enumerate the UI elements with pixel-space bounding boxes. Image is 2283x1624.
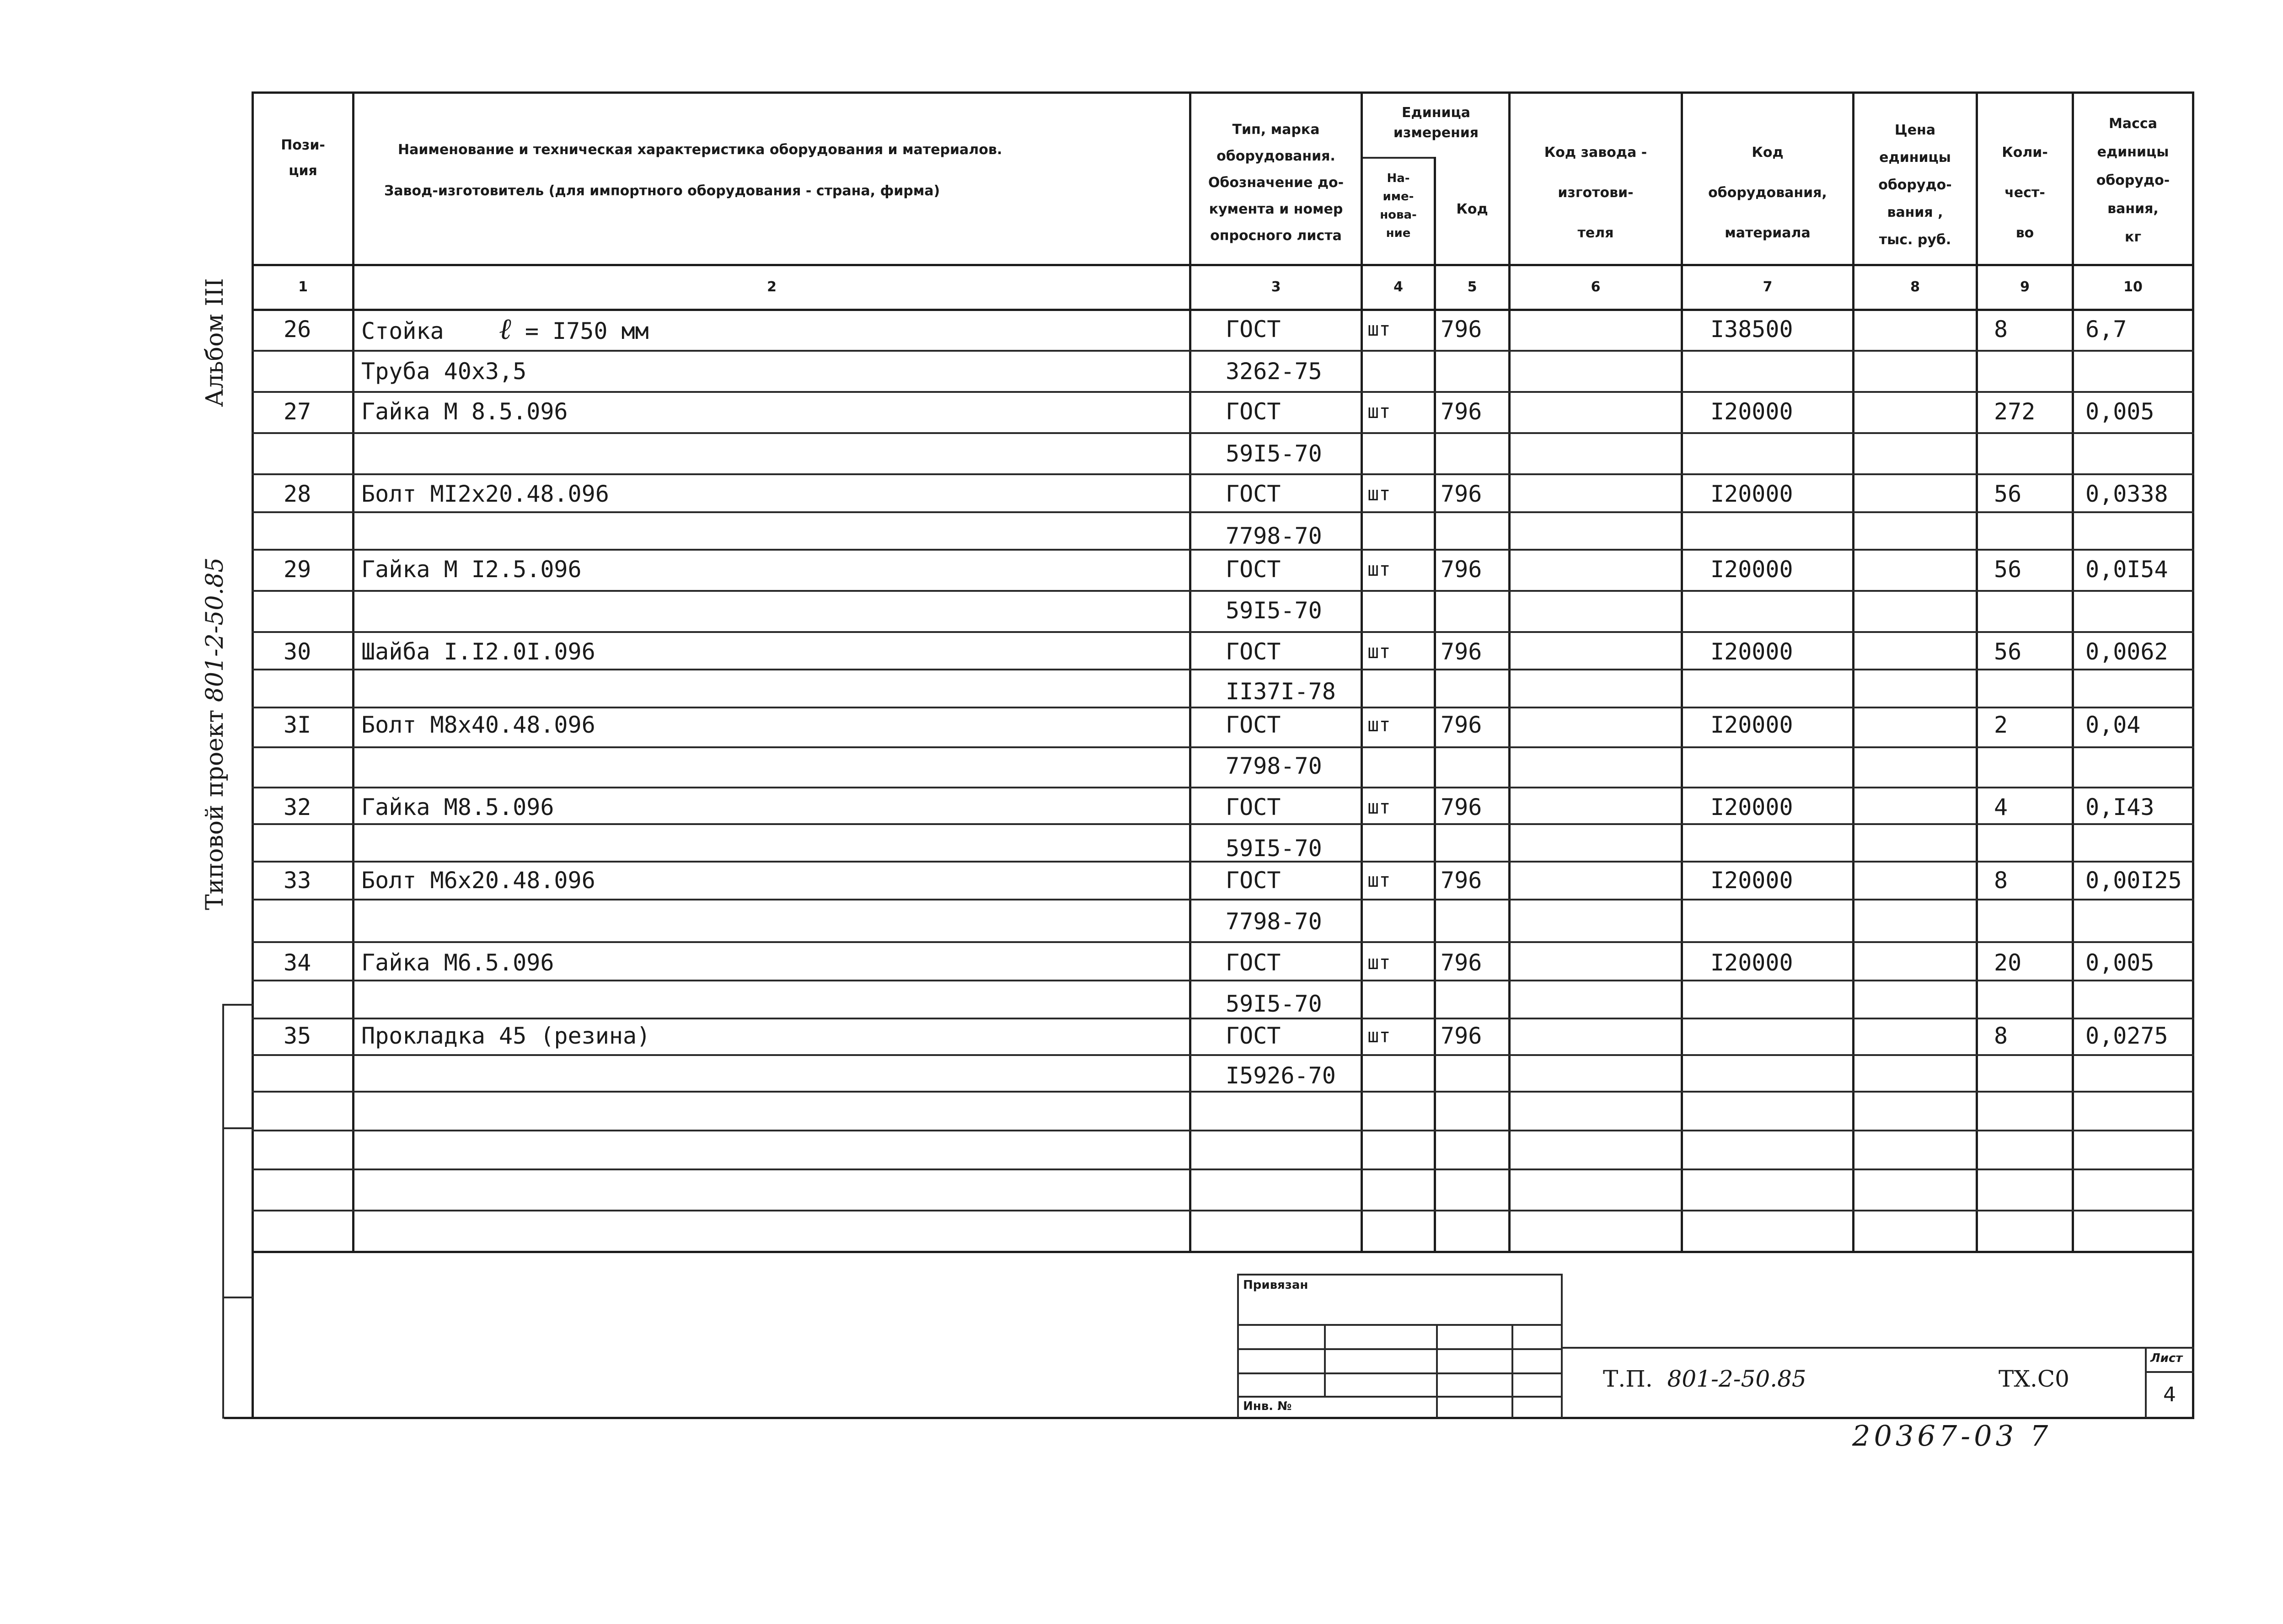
sheet-label: Лист [2150, 1351, 2183, 1365]
row-unit-code: 796 [1441, 316, 1482, 343]
col-num: 4 [1393, 279, 1403, 295]
row-qty: 20 [1994, 949, 2022, 976]
col-num: 9 [2020, 279, 2030, 295]
binding-strip [222, 1004, 224, 1419]
row-pos: 3I [284, 712, 311, 738]
archive-number: 20367-03 7 [1852, 1419, 2052, 1452]
row-unit-code: 796 [1441, 638, 1482, 665]
header-qty: Коли- чест- во [2002, 145, 2048, 241]
row-qty: 272 [1994, 398, 2036, 425]
col-num: 5 [1467, 279, 1477, 295]
row-pos: 29 [284, 556, 311, 583]
row-name: Гайка М I2.5.096 [361, 556, 582, 583]
header-pos: Пози- ция [281, 137, 325, 179]
row-doc-2: 59I5-70 [1226, 597, 1322, 624]
row-mass: 6,7 [2085, 316, 2127, 343]
row-mass: 0,0338 [2085, 481, 2168, 507]
header-type: Тип, марка оборудования. Обозначение до- кумента и номер опросного листа [1208, 122, 1344, 244]
row-equip: I20000 [1710, 712, 1793, 738]
col-num: 3 [1271, 279, 1281, 295]
row-doc-2: 59I5-70 [1226, 440, 1322, 467]
row-unit-code: 796 [1441, 949, 1482, 976]
header-price: Цена единицы оборудо- вания , тыс. руб. [1878, 122, 1952, 248]
row-doc-2: 7798-70 [1226, 753, 1322, 779]
row-doc: ГОСТ [1226, 481, 1281, 507]
frame-right [2192, 91, 2194, 1419]
table-bottom [252, 1251, 2194, 1253]
row-mass: 0,0I54 [2085, 556, 2168, 583]
row-qty: 2 [1994, 712, 2008, 738]
row-doc-2: 7798-70 [1226, 908, 1322, 935]
row-doc-2: 7798-70 [1226, 523, 1322, 549]
row-doc: ГОСТ [1226, 556, 1281, 583]
row-qty: 8 [1994, 316, 2008, 343]
project-label: Типовой проект 801-2-50.85 [201, 557, 229, 910]
header-name-line2: Завод-изготовитель (для импортного оборудования - страна, фирма) [384, 183, 940, 199]
row-name: Стойка ℓ = I750 мм [361, 312, 649, 346]
sheet-number: 4 [2163, 1383, 2176, 1406]
row-equip: I20000 [1710, 481, 1793, 507]
row-pos: 35 [284, 1023, 311, 1049]
row-unit: шт [1367, 482, 1391, 505]
row-unit: шт [1367, 951, 1391, 974]
row-unit-code: 796 [1441, 1023, 1482, 1049]
row-name: Гайка М8.5.096 [361, 794, 554, 820]
row-equip: I20000 [1710, 867, 1793, 894]
row-name: Прокладка 45 (резина) [361, 1023, 651, 1049]
unit-group-divider [1361, 157, 1434, 159]
row-name: Гайка М6.5.096 [361, 949, 554, 976]
doc-code: ТХ.С0 [1999, 1366, 2069, 1392]
row-name: Шайба I.I2.0I.096 [361, 638, 595, 665]
row-mass: 0,04 [2085, 712, 2141, 738]
row-pos: 32 [284, 794, 311, 820]
row-equip: I20000 [1710, 398, 1793, 425]
row-pos: 28 [284, 481, 311, 507]
row-qty: 56 [1994, 481, 2022, 507]
row-unit-code: 796 [1441, 867, 1482, 894]
header-mass: Масса единицы оборудо- вания, кг [2096, 116, 2170, 245]
row-equip: I38500 [1710, 316, 1793, 343]
col-num: 10 [2123, 279, 2143, 295]
inv-label: Инв. № [1243, 1399, 1292, 1413]
row-doc-2: II37I-78 [1226, 678, 1336, 705]
row-equip: I20000 [1710, 638, 1793, 665]
tp-number: Т.П. 801-2-50.85 [1603, 1366, 1806, 1392]
row-equip: I20000 [1710, 794, 1793, 820]
col-num: 6 [1591, 279, 1601, 295]
frame-left [252, 91, 254, 1419]
row-unit-code: 796 [1441, 712, 1482, 738]
row-pos: 27 [284, 398, 311, 425]
row-doc: ГОСТ [1226, 316, 1281, 343]
row-doc: ГОСТ [1226, 712, 1281, 738]
header-unit-code: Код [1456, 201, 1488, 217]
row-name: Болт М6х20.48.096 [361, 867, 595, 894]
col-num: 7 [1763, 279, 1773, 295]
header-unit-name: На- име- нова- ние [1380, 172, 1417, 240]
stamp-top [1563, 1347, 2194, 1349]
row-doc: ГОСТ [1226, 398, 1281, 425]
row-mass: 0,0275 [2085, 1023, 2168, 1049]
row-doc-2: 59I5-70 [1226, 991, 1322, 1017]
row-pos: 30 [284, 638, 311, 665]
row-name-2: Труба 40х3,5 [361, 358, 527, 385]
row-name: Гайка М 8.5.096 [361, 398, 568, 425]
row-mass: 0,005 [2085, 398, 2154, 425]
row-doc-2: 3262-75 [1226, 358, 1322, 385]
row-unit: шт [1367, 796, 1391, 818]
row-mass: 0,0062 [2085, 638, 2168, 665]
col-num: 1 [298, 279, 308, 295]
row-equip: I20000 [1710, 556, 1793, 583]
row-equip: I20000 [1710, 949, 1793, 976]
row-unit-code: 796 [1441, 794, 1482, 820]
row-unit: шт [1367, 558, 1391, 580]
row-unit: шт [1367, 318, 1391, 340]
row-unit-code: 796 [1441, 398, 1482, 425]
row-name: Болт МI2х20.48.096 [361, 481, 609, 507]
album-label: Альбом III [201, 278, 229, 407]
row-doc: ГОСТ [1226, 867, 1281, 894]
row-unit: шт [1367, 400, 1391, 423]
row-pos: 33 [284, 867, 311, 894]
privyazan-label: Привязан [1243, 1278, 1308, 1292]
row-mass: 0,I43 [2085, 794, 2154, 820]
header-name-line1: Наименование и техническая характеристика оборудования и материалов. [398, 142, 1002, 158]
row-qty: 56 [1994, 556, 2022, 583]
row-doc: ГОСТ [1226, 794, 1281, 820]
row-unit-code: 796 [1441, 556, 1482, 583]
header-unit-group: Единица измерения [1393, 105, 1479, 141]
row-qty: 4 [1994, 794, 2008, 820]
frame-top [252, 91, 2194, 94]
row-qty: 8 [1994, 1023, 2008, 1049]
row-unit: шт [1367, 869, 1391, 891]
row-mass: 0,00I25 [2085, 867, 2182, 894]
row-unit-code: 796 [1441, 481, 1482, 507]
row-doc: ГОСТ [1226, 949, 1281, 976]
row-doc: ГОСТ [1226, 1023, 1281, 1049]
col-num: 2 [767, 279, 777, 295]
row-unit: шт [1367, 640, 1391, 663]
row-mass: 0,005 [2085, 949, 2154, 976]
row-unit: шт [1367, 713, 1391, 736]
column-number-divider [252, 309, 2194, 311]
row-doc-2: 59I5-70 [1226, 835, 1322, 862]
row-pos: 26 [284, 316, 311, 343]
row-pos: 34 [284, 949, 311, 976]
row-doc-2: I5926-70 [1226, 1062, 1336, 1089]
header-equip-code: Код оборудования, материала [1708, 145, 1827, 241]
col-num: 8 [1910, 279, 1920, 295]
row-doc: ГОСТ [1226, 638, 1281, 665]
row-unit: шт [1367, 1024, 1391, 1047]
row-qty: 8 [1994, 867, 2008, 894]
header-divider [252, 264, 2194, 266]
row-qty: 56 [1994, 638, 2022, 665]
row-name: Болт М8х40.48.096 [361, 712, 595, 738]
header-factory-code: Код завода - изготови- теля [1544, 145, 1647, 241]
